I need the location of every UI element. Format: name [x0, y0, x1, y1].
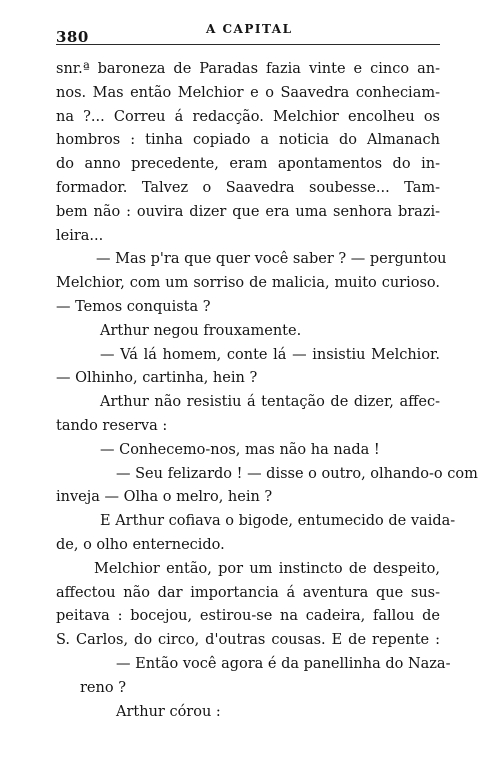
text-line: leira... — [56, 227, 104, 244]
text-line: Melchior então, por um instincto de despeito, — [94, 560, 440, 577]
text-line: do anno precedente, eram apontamentos do in- — [56, 156, 440, 173]
text-line: Arthur negou frouxamente. — [100, 322, 302, 339]
text-line: E Arthur cofiava o bigode, entumecido de vaida- — [100, 513, 456, 530]
page-header — [56, 22, 440, 45]
text-line: reno ? — [80, 679, 126, 696]
page-number: 380 — [56, 28, 89, 46]
running-title: A CAPITAL — [206, 22, 293, 36]
text-line: inveja — Olha o melro, hein ? — [56, 489, 273, 506]
text-line: snr.ª baroneza de Paradas fazia vinte e cinco an- — [56, 61, 440, 77]
text-line: — Seu felizardo ! — disse o outro, olhando-o com — [116, 465, 478, 482]
text-line: — Olhinho, cartinha, hein ? — [56, 370, 258, 387]
text-line: — Conhecemo-nos, mas não ha nada ! — [100, 441, 380, 458]
text-line: Arthur córou : — [116, 703, 221, 720]
text-line: S. Carlos, do circo, d'outras cousas. E de repente : — [56, 632, 440, 649]
text-line: hombros : tinha copiado a noticia do Almanach — [56, 132, 440, 149]
text-line: de, o olho enternecido. — [56, 536, 225, 553]
text-line: Arthur não resistiu á tentação de dizer, affec- — [100, 394, 440, 411]
text-line: bem não : ouvira dizer que era uma senhora brazi- — [56, 203, 440, 220]
text-line: — Vá lá homem, conte lá — insistiu Melchior. — [100, 346, 440, 363]
text-line: peitava : bocejou, estirou-se na cadeira, fallou de — [56, 608, 440, 625]
text-line: — Então você agora é da panellinha do Naza- — [116, 655, 451, 672]
text-line: — Temos conquista ? — [56, 298, 211, 315]
text-line: na ?... Correu á redacção. Melchior encolheu os — [56, 108, 440, 125]
text-line: nos. Mas então Melchior e o Saavedra conheciam- — [56, 84, 440, 101]
text-line: tando reserva : — [56, 417, 168, 434]
text-line: affectou não dar importancia á aventura que sus- — [56, 584, 440, 601]
body-text — [56, 58, 478, 724]
text-line: Melchior, com um sorriso de malicia, muito curioso. — [56, 275, 440, 292]
text-line: — Mas p'ra que quer você saber ? — perguntou — [96, 251, 447, 268]
text-line: formador. Talvez o Saavedra soubesse... Tam- — [56, 179, 440, 196]
